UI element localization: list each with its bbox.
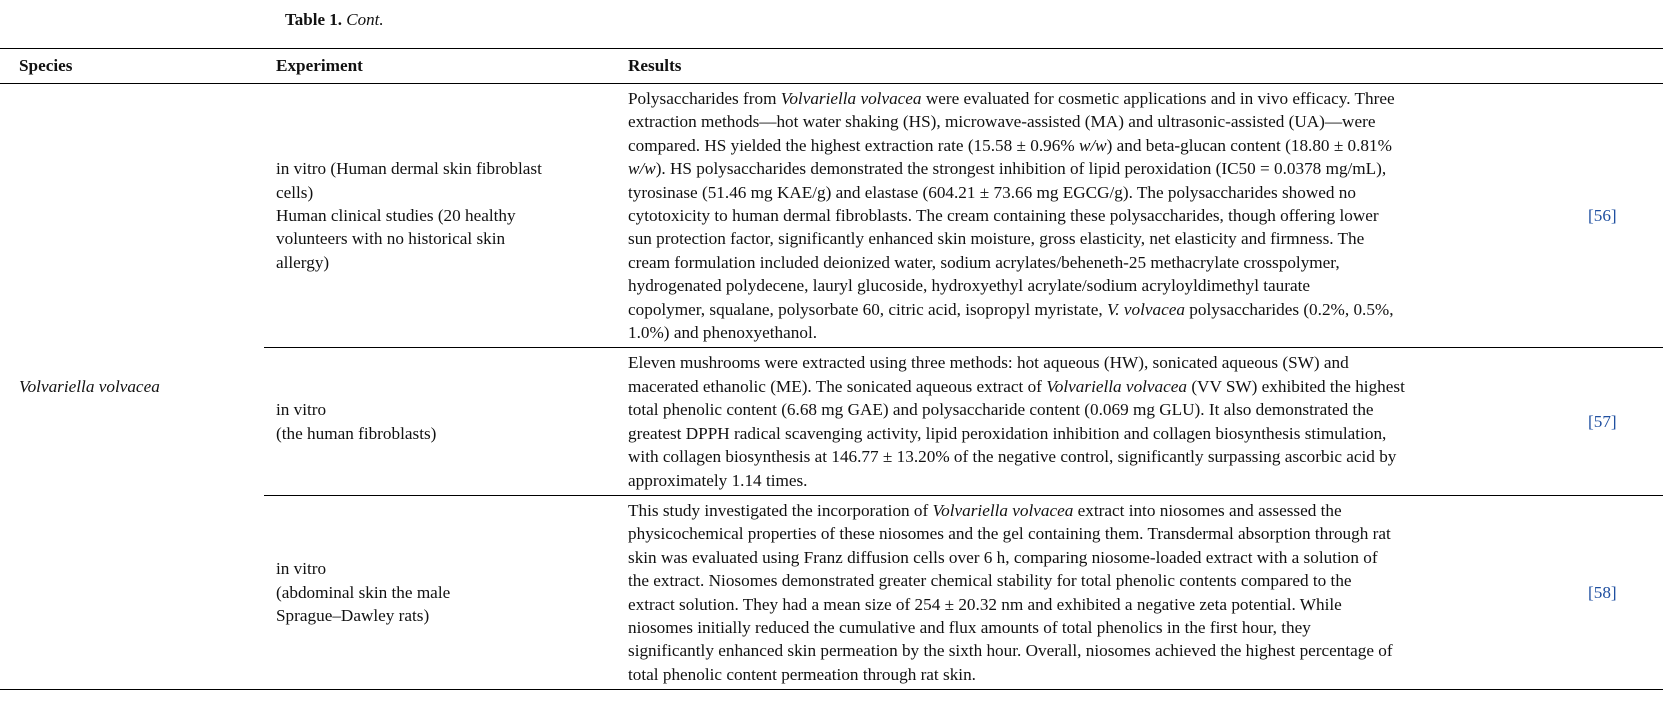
results-line (628, 157, 1566, 180)
text-run: Polysaccharides from (628, 89, 781, 108)
results-cell (614, 495, 1574, 689)
italic-term: w/w (628, 159, 656, 179)
text-run: compared. HS yielded the highest extraction rate (15.58 ± 0.96% (628, 135, 1079, 155)
text-run: physicochemical properties of these niosomes and the gel containing them. Transdermal absorption through rat (628, 524, 1391, 544)
experiment-line: Human clinical studies (20 healthy (276, 206, 516, 226)
text-run: ) and beta-glucan content (18.80 ± 0.81% (1106, 135, 1392, 155)
results-line (628, 227, 1566, 250)
header-species: Species (0, 49, 264, 84)
results-line (628, 616, 1566, 639)
text-run: copolymer, squalane, polysorbate 60, citric acid, isopropyl myristate, (628, 299, 1108, 319)
text-run: sun protection factor, significantly enhanced skin moisture, gross elasticity, net elasticity and firmness. The (628, 229, 1365, 249)
results-line (628, 375, 1566, 398)
text-run: niosomes initially reduced the cumulative and flux amounts of total phenolics in the first hour, they (628, 617, 1311, 637)
italic-term: V. volvacea (1107, 299, 1185, 319)
results-line (628, 639, 1566, 662)
results-line (628, 321, 1566, 344)
results-line (628, 593, 1566, 616)
results-line (628, 181, 1566, 204)
text-run: extract solution. They had a mean size of 254 ± 20.32 nm and exhibited a negative zeta potential. While (628, 594, 1342, 614)
italic-term: Volvariella volvacea (932, 500, 1074, 520)
experiment-line: allergy) (276, 252, 330, 272)
results-line (628, 251, 1566, 274)
species-cell: Volvariella volvacea (0, 84, 264, 690)
italic-term: w/w (1078, 135, 1107, 155)
results-cell (614, 84, 1574, 348)
italic-term: Volvariella volvacea (1046, 376, 1188, 396)
text-run: tyrosinase (51.46 mg KAE/g) and elastase (604.21 ± 73.66 mg EGCG/g). The polysaccharides showed no (628, 182, 1356, 202)
text-run: the extract. Niosomes demonstrated greater chemical stability for total phenolic contents compared to the (628, 571, 1352, 591)
results-line (628, 87, 1566, 110)
reference-link[interactable]: [56] (1588, 206, 1617, 226)
italic-term: Volvariella volvacea (780, 89, 922, 108)
experiment-line: (the human fibroblasts) (276, 423, 437, 443)
header-experiment: Experiment (264, 49, 614, 84)
header-reference (1574, 49, 1663, 84)
results-line (628, 522, 1566, 545)
experiment-cell (264, 84, 614, 348)
results-line (628, 499, 1566, 522)
results-line (628, 569, 1566, 592)
table-continued-note: Cont. (346, 10, 384, 29)
results-line (628, 134, 1566, 157)
text-run: total phenolic content permeation through rat skin. (628, 664, 976, 684)
text-run: (VV SW) exhibited the highest (1187, 376, 1405, 396)
text-run: 1.0%) and phenoxyethanol. (628, 323, 818, 343)
text-run: with collagen biosynthesis at 146.77 ± 13.20% of the negative control, significantly surpassing ascorbic acid by (628, 447, 1397, 467)
experiment-line: cells) (276, 182, 314, 202)
text-run: extract into niosomes and assessed the (1073, 500, 1342, 520)
results-line (628, 422, 1566, 445)
text-run: greatest DPPH radical scavenging activity, lipid peroxidation inhibition and collagen biosynthesis stimulation, (628, 423, 1387, 443)
text-run: extraction methods—hot water shaking (HS), microwave-assisted (MA) and ultrasonic-assisted (UA)—were (628, 112, 1376, 132)
experiment-line: in vitro (Human dermal skin fibroblast (276, 159, 542, 179)
reference-link[interactable]: [57] (1588, 411, 1617, 431)
results-line (628, 398, 1566, 421)
experiment-cell (264, 495, 614, 689)
reference-link[interactable]: [58] (1588, 582, 1617, 602)
results-line (628, 274, 1566, 297)
experiment-line: volunteers with no historical skin (276, 229, 506, 249)
results-line (628, 546, 1566, 569)
experiment-line: Sprague–Dawley rats) (276, 606, 430, 626)
results-line (628, 445, 1566, 468)
experiment-cell (264, 348, 614, 495)
text-run: approximately 1.14 times. (628, 470, 808, 490)
text-run: macerated ethanolic (ME). The sonicated aqueous extract of (628, 376, 1047, 396)
results-line (628, 204, 1566, 227)
results-line (628, 110, 1566, 133)
text-run: significantly enhanced skin permeation by the sixth hour. Overall, niosomes achieved the highest percentage of (628, 641, 1393, 661)
table-row (0, 84, 1663, 348)
text-run: hydrogenated polydecene, lauryl glucoside, hydroxyethyl acrylate/sodium acryloyldimethyl taurate (628, 276, 1311, 296)
text-run: skin was evaluated using Franz diffusion cells over 6 h, comparing niosome-loaded extract with a solution of (628, 547, 1378, 567)
experiment-line: in vitro (276, 559, 327, 579)
reference-cell (1574, 495, 1663, 689)
text-run: were evaluated for cosmetic applications and in vivo efficacy. Three (921, 89, 1395, 108)
text-run: polysaccharides (0.2%, 0.5%, (1184, 299, 1394, 319)
table-caption (285, 10, 384, 30)
table-body (0, 84, 1663, 690)
results-line (628, 351, 1566, 374)
text-run: ). HS polysaccharides demonstrated the strongest inhibition of lipid peroxidation (IC50 = 0.0378 mg/mL), (655, 159, 1387, 179)
experiment-line: in vitro (276, 400, 327, 420)
text-run: total phenolic content (6.68 mg GAE) and polysaccharide content (0.069 mg GLU). It also demonstrated the (628, 400, 1374, 420)
results-line (628, 298, 1566, 321)
results-line (628, 469, 1566, 492)
data-table (0, 48, 1663, 690)
experiment-line: (abdominal skin the male (276, 582, 451, 602)
text-run: cream formulation included deionized water, sodium acrylates/beheneth-25 methacrylate crosspolymer, (628, 252, 1340, 272)
text-run: Eleven mushrooms were extracted using three methods: hot aqueous (HW), sonicated aqueous (SW) and (628, 353, 1349, 373)
text-run: This study investigated the incorporation of (628, 500, 933, 520)
text-run: cytotoxicity to human dermal fibroblasts. The cream containing these polysaccharides, though offering lower (628, 206, 1379, 226)
header-results: Results (614, 49, 1574, 84)
results-line (628, 663, 1566, 686)
reference-cell (1574, 84, 1663, 348)
results-cell (614, 348, 1574, 495)
reference-cell (1574, 348, 1663, 495)
header-row (0, 49, 1663, 84)
table-label: Table 1. (285, 10, 343, 29)
